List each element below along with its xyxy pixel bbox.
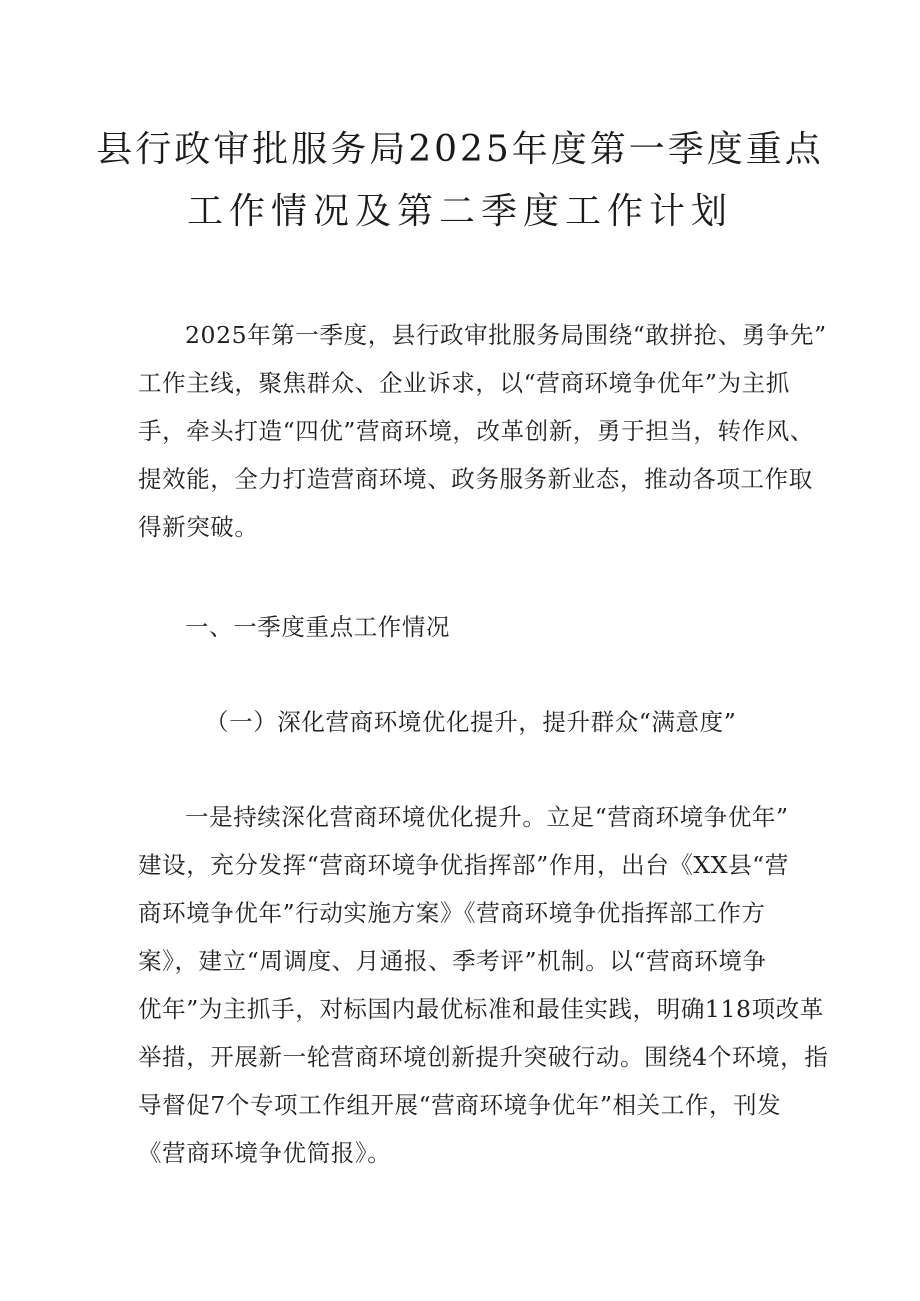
body-paragraph-line: 《营商环境争优简报》。 bbox=[138, 1139, 392, 1167]
intro-paragraph-line: 得新突破。 bbox=[138, 513, 259, 541]
body-paragraph-line: 举措，开展新一轮营商环境创新提升突破行动。围绕4个环境，指 bbox=[138, 1043, 829, 1071]
intro-paragraph-line: 提效能，全力打造营商环境、政务服务新业态，推动各项工作取 bbox=[138, 465, 813, 493]
body-paragraph-line: 商环境争优年”行动实施方案》《营商环境争优指挥部工作方 bbox=[138, 899, 766, 927]
intro-paragraph-line: 2025年第一季度，县行政审批服务局围绕“敢拼抢、勇争先” bbox=[185, 321, 827, 349]
section-heading: 一、一季度重点工作情况 bbox=[185, 613, 451, 641]
subsection-heading: （一）深化营商环境优化提升，提升群众“满意度” bbox=[205, 708, 737, 736]
document-title-line-1: 县行政审批服务局2025年度第一季度重点 bbox=[96, 129, 824, 170]
intro-paragraph-line: 工作主线，聚焦群众、企业诉求，以“营商环境争优年”为主抓 bbox=[138, 369, 790, 397]
document-title-line-2: 工作情况及第二季度工作计划 bbox=[186, 191, 733, 232]
body-paragraph-line: 案》，建立“周调度、月通报、季考评”机制。以“营商环境争 bbox=[138, 947, 767, 975]
body-paragraph-line: 建设，充分发挥“营商环境争优指挥部”作用，出台《XX县“营 bbox=[138, 851, 789, 879]
body-paragraph-line: 一是持续深化营商环境优化提升。立足“营商环境争优年” bbox=[185, 803, 789, 831]
intro-paragraph-line: 手，牵头打造“四优”营商环境，改革创新，勇于担当，转作风、 bbox=[138, 417, 814, 445]
body-paragraph-line: 优年”为主抓手，对标国内最优标准和最佳实践，明确118项改革 bbox=[138, 995, 824, 1023]
body-paragraph-line: 导督促7个专项工作组开展“营商环境争优年”相关工作，刊发 bbox=[138, 1091, 782, 1119]
